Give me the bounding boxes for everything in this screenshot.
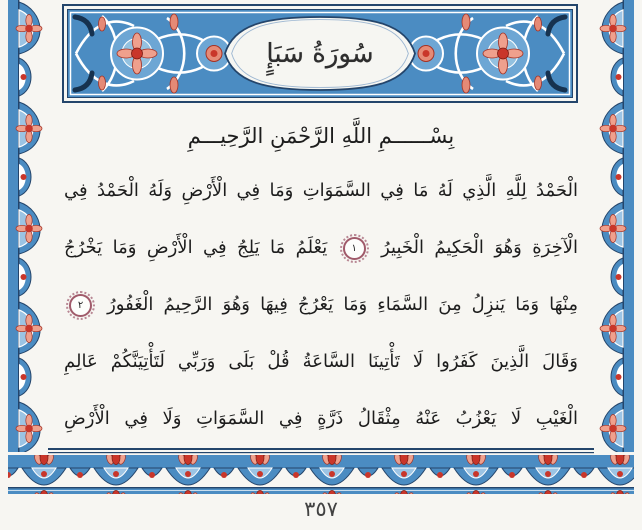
bottom-floral-border-icon: [8, 448, 634, 494]
verse-text: الْحَمْدُ لِلَّهِ الَّذِي لَهُ مَا فِي السَّمَوَاتِ وَمَا فِي الْأَرْضِ وَلَهُ الْحَمْدُ فِي: [64, 180, 578, 201]
surah-title: سُورَةُ سَبَإٍ: [266, 38, 374, 69]
page-number: ٣٥٧: [304, 497, 338, 521]
quran-line-5: [64, 390, 578, 447]
quran-line-3: [64, 276, 578, 333]
quran-text-block: [64, 110, 578, 448]
verse-number-medallion: ١: [343, 237, 366, 260]
verse-text: الْغَيْبِ لَا يَعْزُبُ عَنْهُ مِثْقَالُ ذَرَّةٍ فِي السَّمَوَاتِ وَلَا فِي الْأَرْضِ: [64, 408, 578, 429]
left-floral-border-icon: [8, 0, 54, 452]
verse-text: وَقَالَ الَّذِينَ كَفَرُوا لَا تَأْتِينَا السَّاعَةُ قُلْ بَلَى وَرَبِّي لَتَأْتِيَنَّكُمْ عَالِمِ: [64, 351, 578, 372]
quran-line-4: [64, 333, 578, 390]
verse-text: مِنْهَا وَمَا يَنزِلُ مِنَ السَّمَاءِ وَمَا يَعْرُجُ فِيهَا وَهُوَ الرَّحِيمُ الْغَفُورُ: [107, 294, 578, 315]
quran-line-1: [64, 162, 578, 219]
verse-text: الْآخِرَةِ وَهُوَ الْحَكِيمُ الْخَبِيرُ: [381, 237, 578, 258]
surah-header-band: [62, 4, 578, 103]
basmala-line: بِسْــــــمِ اللَّهِ الرَّحْمَنِ الرَّحِيـــمِ: [187, 124, 455, 148]
verse-text: يَعْلَمُ مَا يَلِجُ فِي الْأَرْضِ وَمَا يَخْرُجُ: [64, 237, 328, 258]
quran-line-2: [64, 219, 578, 276]
right-floral-border-icon: [588, 0, 634, 452]
verse-number-medallion: ٢: [69, 294, 92, 317]
